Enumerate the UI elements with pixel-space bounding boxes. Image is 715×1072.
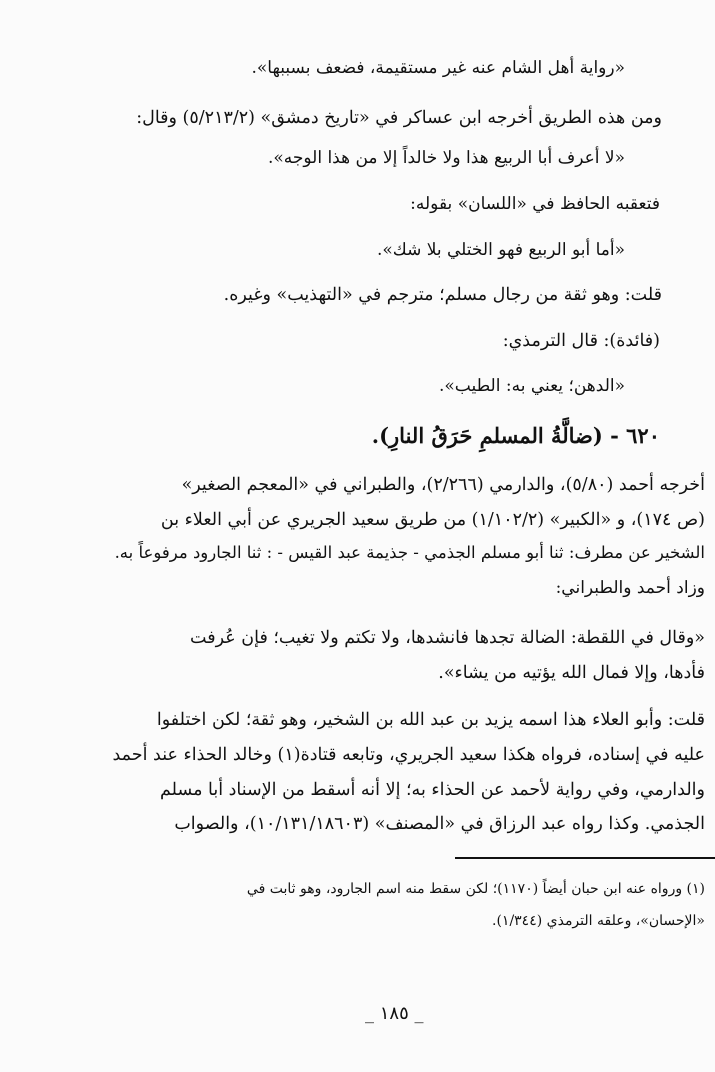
text-line: عليه في إسناده، فرواه هكذا سعيد الجريري، وتابعه قتادة(١) وخالد الحذاء عند أحمد — [112, 745, 705, 765]
text-line: «لا أعرف أبا الربيع هذا ولا خالداً إلا من هذا الوجه». — [267, 148, 625, 168]
text-line: فأدها، وإلا فمال الله يؤتيه من يشاء». — [438, 663, 705, 683]
footnote-line: (١) ورواه عنه ابن حبان أيضاً (١١٧٠)؛ لكن سقط منه اسم الجارود، وهو ثابت في — [246, 881, 705, 897]
text-line: الجذمي. وكذا رواه عبد الرزاق في «المصنف» (١٠/١٣١/١٨٦٠٣)، والصواب — [174, 814, 705, 834]
text-line: فتعقبه الحافظ في «اللسان» بقوله: — [410, 194, 660, 214]
text-line: (فائدة): قال الترمذي: — [502, 331, 660, 351]
text-line: (ص ١٧٤)، و «الكبير» (١/١٠٢/٢) من طريق سعيد الجريري عن أبي العلاء بن — [160, 510, 705, 530]
text-line: الشخير عن مطرف: ثنا أبو مسلم الجذمي - جذيمة عبد القيس - : ثنا الجارود مرفوعاً به. — [114, 543, 705, 562]
text-line: قلت: وهو ثقة من رجال مسلم؛ مترجم في «التهذيب» وغيره. — [223, 285, 662, 305]
hadith-heading: ٦٢٠ - (ضالَّةُ المسلمِ حَرَقُ النارِ). — [371, 423, 660, 448]
text-line: «الدهن؛ يعني به: الطيب». — [438, 376, 625, 396]
page-number: _ ١٨٥ _ — [365, 1003, 424, 1024]
text-line: أخرجه أحمد (٥/٨٠)، والدارمي (٢/٢٦٦)، والطبراني في «المعجم الصغير» — [181, 475, 705, 495]
text-line: قلت: وأبو العلاء هذا اسمه يزيد بن عبد الله بن الشخير، وهو ثقة؛ لكن اختلفوا — [156, 710, 705, 730]
text-line: ومن هذه الطريق أخرجه ابن عساكر في «تاريخ دمشق» (٥/٢١٣/٢) وقال: — [136, 108, 662, 128]
text-line: «أما أبو الربيع فهو الختلي بلا شك». — [376, 240, 625, 260]
text-line: «وقال في اللقطة: الضالة تجدها فانشدها، ولا تكتم ولا تغيب؛ فإن عُرفت — [190, 628, 705, 648]
text-line: وزاد أحمد والطبراني: — [555, 578, 705, 598]
text-line: والدارمي، وفي رواية لأحمد عن الحذاء به؛ إلا أنه أسقط من الإسناد أبا مسلم — [160, 780, 705, 800]
text-line: «رواية أهل الشام عنه غير مستقيمة، فضعف بسببها». — [251, 58, 625, 78]
footnote-line: «الإحسان»، وعلقه الترمذي (١/٣٤٤). — [492, 913, 705, 929]
